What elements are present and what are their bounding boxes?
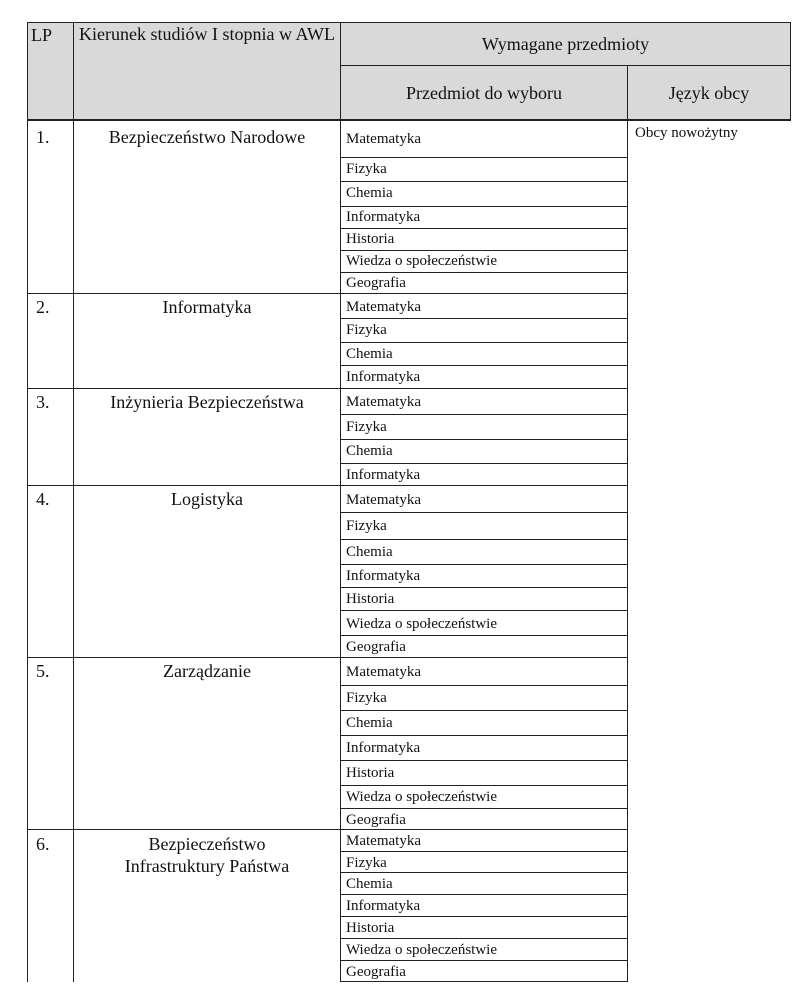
body-left-border <box>27 120 28 982</box>
row-separator <box>340 250 628 251</box>
row-separator <box>340 318 628 319</box>
subject-item: Chemia <box>346 544 393 560</box>
subject-item: Wiedza o społeczeństwie <box>346 789 497 805</box>
subject-item: Historia <box>346 591 395 607</box>
subject-item: Fizyka <box>346 518 387 534</box>
row-separator <box>340 960 628 961</box>
subject-item: Wiedza o społeczeństwie <box>346 942 497 958</box>
row-separator <box>340 938 628 939</box>
header-right-border <box>790 22 791 119</box>
row-number: 6. <box>36 834 50 854</box>
row-separator <box>340 760 628 761</box>
body-divider-lp <box>73 120 74 982</box>
subject-item: Fizyka <box>346 322 387 338</box>
row-separator <box>340 685 628 686</box>
kierunek-name: Bezpieczeństwo Narodowe <box>108 127 306 147</box>
subject-item: Fizyka <box>346 855 387 871</box>
subject-item: Matematyka <box>346 131 421 147</box>
subject-item: Matematyka <box>346 299 421 315</box>
subject-item: Chemia <box>346 876 393 892</box>
kierunek-name: Inżynieria Bezpieczeństwa <box>110 392 304 412</box>
subject-item: Informatyka <box>346 898 421 914</box>
row-separator <box>340 785 628 786</box>
subject-item: Geografia <box>346 639 406 655</box>
row-separator <box>340 463 628 464</box>
row-number: 4. <box>36 489 50 509</box>
header-divider-kierunek <box>73 22 74 119</box>
group-separator <box>27 293 628 294</box>
row-number: 1. <box>36 127 50 147</box>
kierunek-name: Bezpieczeństwo Infrastruktury Państwa <box>124 834 290 876</box>
group-separator <box>27 657 628 658</box>
row-separator <box>340 228 628 229</box>
subject-item: Chemia <box>346 185 393 201</box>
row-number: 5. <box>36 661 50 681</box>
subject-item: Wiedza o społeczeństwie <box>346 253 497 269</box>
row-separator <box>340 587 628 588</box>
table-bottom-border <box>340 981 628 982</box>
subject-item: Geografia <box>346 964 406 980</box>
row-separator <box>340 610 628 611</box>
row-separator <box>340 157 628 158</box>
subject-item: Historia <box>346 231 395 247</box>
subject-item: Geografia <box>346 812 406 828</box>
row-separator <box>340 710 628 711</box>
subject-item: Matematyka <box>346 833 421 849</box>
jezyk-obcy-value: Obcy nowożytny <box>635 125 738 141</box>
header-przedmiot: Przedmiot do wyboru <box>406 83 562 103</box>
row-separator <box>340 808 628 809</box>
row-separator <box>340 206 628 207</box>
subject-item: Matematyka <box>346 492 421 508</box>
group-separator <box>27 829 628 830</box>
row-separator <box>340 439 628 440</box>
subject-item: Chemia <box>346 715 393 731</box>
row-separator <box>340 635 628 636</box>
group-separator <box>27 485 628 486</box>
row-separator <box>340 735 628 736</box>
subject-item: Chemia <box>346 346 393 362</box>
subject-item: Fizyka <box>346 690 387 706</box>
row-separator <box>340 851 628 852</box>
row-number: 2. <box>36 297 50 317</box>
row-separator <box>340 564 628 565</box>
kierunek-name: Informatyka <box>162 297 252 317</box>
subject-item: Matematyka <box>346 664 421 680</box>
subject-item: Informatyka <box>346 467 421 483</box>
subject-item: Historia <box>346 765 395 781</box>
row-separator <box>340 365 628 366</box>
subject-item: Fizyka <box>346 419 387 435</box>
row-number: 3. <box>36 392 50 412</box>
kierunek-name: Zarządzanie <box>163 661 251 681</box>
subject-item: Informatyka <box>346 568 421 584</box>
subject-item: Chemia <box>346 443 393 459</box>
row-separator <box>340 414 628 415</box>
header-jezyk: Język obcy <box>668 83 750 103</box>
row-separator <box>340 872 628 873</box>
row-separator <box>340 342 628 343</box>
subject-item: Matematyka <box>346 394 421 410</box>
header-wymagane: Wymagane przedmioty <box>481 34 650 54</box>
subject-item: Wiedza o społeczeństwie <box>346 616 497 632</box>
row-separator <box>340 512 628 513</box>
row-separator <box>340 916 628 917</box>
row-separator <box>340 181 628 182</box>
subject-item: Informatyka <box>346 740 421 756</box>
header-split-line <box>340 65 791 66</box>
subject-item: Informatyka <box>346 369 421 385</box>
header-lp: LP <box>31 25 53 45</box>
subject-item: Informatyka <box>346 209 421 225</box>
kierunek-name: Logistyka <box>171 489 243 509</box>
row-separator <box>340 539 628 540</box>
row-separator <box>340 894 628 895</box>
group-separator <box>27 388 628 389</box>
row-separator <box>340 272 628 273</box>
header-kierunek: Kierunek studiów I stopnia w AWL <box>78 24 336 44</box>
subject-item: Fizyka <box>346 161 387 177</box>
header-bottom-border <box>27 119 791 121</box>
subject-item: Historia <box>346 920 395 936</box>
subject-item: Geografia <box>346 275 406 291</box>
